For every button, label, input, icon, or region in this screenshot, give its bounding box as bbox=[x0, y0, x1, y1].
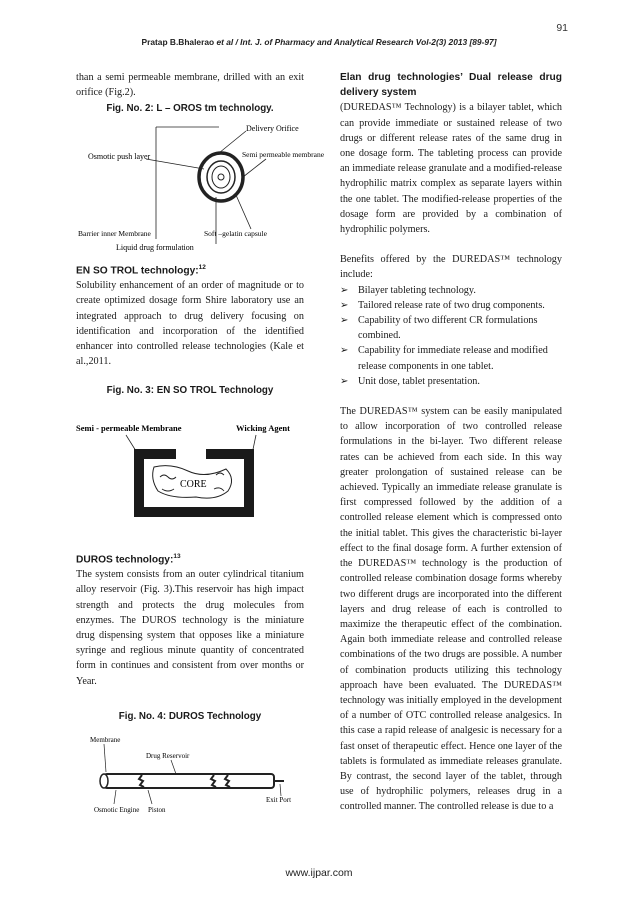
page-number: 91 bbox=[556, 22, 568, 34]
fig4-duros-diagram bbox=[76, 734, 304, 834]
duros-text: The system consists from an outer cylindrical titanium alloy reservoir (Fig. 3).This reservoir has high impact strength and protects the drug molecules from enzymes. The DUROS technology is the miniature drug dispensing system that opposes like a miniature syringe and reglious minute quantity of concentrated form in continues and consistent from over months or Year. bbox=[76, 569, 304, 687]
list-item bbox=[340, 283, 562, 298]
header-journal: et al / Int. J. of Pharmacy and Analytical Research Vol-2(3) 2013 [89-97] bbox=[216, 37, 497, 47]
fig2-label-push: Osmotic push layer bbox=[88, 151, 151, 161]
arrow-bullet-icon: ➢ bbox=[340, 315, 349, 327]
list-item-text: Tailored release rate of two drug components. bbox=[358, 299, 545, 311]
fig4-label-membrane: Membrane bbox=[90, 736, 121, 745]
right-column bbox=[340, 70, 562, 815]
arrow-bullet-icon: ➢ bbox=[340, 299, 349, 311]
list-item bbox=[340, 374, 562, 389]
fig2-label-liquid: Liquid drug formulation bbox=[116, 242, 194, 252]
fig2-label-delivery: Delivery Orifice bbox=[246, 123, 299, 133]
fig4-label-reservoir: Drug Reservoir bbox=[146, 752, 190, 761]
fig3-ensotrol-diagram bbox=[76, 419, 304, 529]
list-item bbox=[340, 298, 562, 313]
fig2-oros-diagram bbox=[76, 119, 325, 259]
fig4-label-piston: Piston bbox=[148, 806, 166, 815]
left-para-1: than a semi permeable membrane, drilled with an exit orifice (Fig.2). bbox=[76, 72, 304, 99]
benefits-list bbox=[340, 283, 562, 389]
duros-ref: 13 bbox=[173, 552, 181, 560]
elan-heading: Elan drug technologies’ Dual release drug delivery system bbox=[340, 72, 562, 99]
list-item bbox=[340, 313, 562, 343]
fig4-label-exit: Exit Port bbox=[266, 796, 292, 805]
fig4-label-engine: Osmotic Engine bbox=[94, 806, 140, 815]
fig3-caption: Fig. No. 3: EN SO TROL Technology bbox=[106, 385, 274, 397]
benefits-intro: Benefits offered by the DUREDAS™ technology include: bbox=[340, 254, 562, 281]
fig2-label-semi: Semi permeable membrane bbox=[242, 149, 325, 159]
list-item-text: Capability for immediate release and modified release components in one tablet. bbox=[358, 345, 548, 372]
fig2-label-barrier: Barrier inner Membrane bbox=[78, 228, 151, 238]
list-item-text: Capability of two different CR formulations combined. bbox=[358, 315, 538, 342]
fig3-label-wick: Wicking Agent bbox=[236, 422, 290, 433]
duros-heading bbox=[76, 549, 304, 568]
arrow-bullet-icon: ➢ bbox=[340, 345, 349, 357]
list-item-text: Unit dose, tablet presentation. bbox=[358, 375, 480, 387]
fig2-label-soft: Soft –gelatin capsule bbox=[204, 228, 267, 238]
ensotrol-heading bbox=[76, 260, 304, 279]
ensotrol-text: Solubility enhancement of an order of magnitude or to create optimized dosage form Shire laboratory use an integrated approach to drug delivery focusing on identification and incorporation of the identified enhancer into controlled release technologies (Kale et al.,2011. bbox=[76, 280, 304, 368]
duros-heading-text: DUROS technology: bbox=[76, 554, 174, 566]
arrow-bullet-icon: ➢ bbox=[340, 375, 349, 387]
list-item bbox=[340, 343, 562, 373]
duredas-long-para: The DUREDAS™ system can be easily manipulated to allow incorporation of two controlled release formulations in the bi-layer. Two different release rates can be achieved from each side. In this way greater prolongation of sustained release can be achieved. Typically an immediate release granulate is first compressed followed by the addition of a controlled release element which is compressed onto the initial tablet. This gives the characteristic bi-layer effect to the final dosage form. A further extension of the DUREDAS™ technology is the production of controlled release combination dosage forms whereby two different drugs are incorporated into the different layers and drug release of each is controlled to maximize the therapeutic effect of the combination. Again both immediate release and controlled release combinations of the two drugs are possible. A number of combination products utilizing this technology approach have been evaluated. The DUREDAS™ technology was initially employed in the development of a number of OTC controlled release analgesics. In this case a rapid release of analgesic is necessary for a fast onset of therapeutic effect. Hence one layer of the tablets is formulated as immediate releases granulate. By contrast, the second layer of the tablet, through use of hydrophilic polymers, releases drug in a controlled manner. The controlled release is due to a bbox=[340, 406, 562, 813]
list-item-text: Bilayer tableting technology. bbox=[358, 284, 476, 296]
left-column bbox=[76, 70, 325, 834]
fig4-caption: Fig. No. 4: DUROS Technology bbox=[118, 710, 262, 722]
running-header bbox=[0, 37, 638, 47]
arrow-bullet-icon: ➢ bbox=[340, 284, 349, 296]
fig3-core-label: CORE bbox=[180, 478, 207, 490]
header-authors: Pratap B.Bhalerao bbox=[141, 37, 215, 47]
footer-url: www.ijpar.com bbox=[285, 867, 353, 879]
fig2-caption: Fig. No. 2: L – OROS tm technology. bbox=[106, 103, 274, 115]
ensotrol-ref: 12 bbox=[198, 263, 206, 271]
ensotrol-heading-text: EN SO TROL technology: bbox=[76, 265, 199, 276]
fig3-label-semi: Semi - permeable Membrane bbox=[76, 422, 182, 433]
elan-para: (DUREDAS™ Technology) is a bilayer tablet, which can provide immediate or sustained release of two drugs or different release rates of the same drug in one dosage form. The tableting process can provide an immediate release granulate and a modified-release hydrophilic matrix complex as separate layers within the one tablet. The modified-release properties of the dosage form are provided by a combination of hydrophilic polymers. bbox=[340, 102, 562, 236]
